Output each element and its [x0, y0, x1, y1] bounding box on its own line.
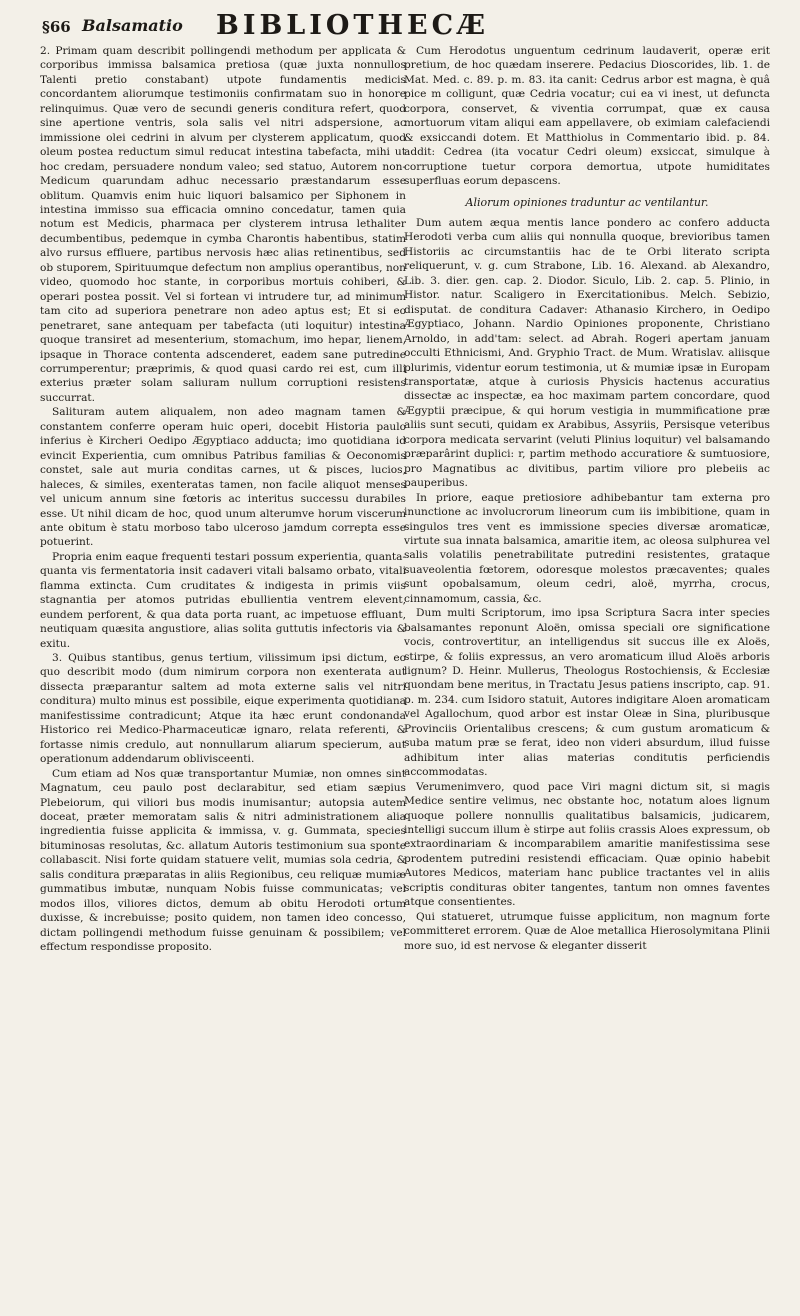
paragraph: Dum multi Scriptorum, imo ipsa Scriptura Sacra inter species balsamantes reponunt Aloën, omissa speciali ore significatione vocis, controvertitur, an intelligendus sit succus ille ex Aloës, stirpe, & foliis expressus, an vero aromaticum illud Aloës arboris lignum? D. Heinr. Mullerus, Theologus Rostochiensis, & Ecclesiæ quondam bene meritus, in Tractatu Jesus patiens inscripto, cap. 91. p. m. 234. cum Isidoro statuit, Autores indigitare Aloen aromaticam vel Agallochum, quod arbor est instar Oleæ in Sina, pluribusque Provinciis Orientalibus crescens; & cum gustum aromaticum & suba matum præ se ferat, ideo non videri absurdum, illud fuisse adhibitum inter alias materias conditutis perficiendis accommodatas.: [404, 607, 770, 779]
left-column: [40, 44, 406, 1308]
paragraph: Verumenimvero, quod pace Viri magni dictum sit, si magis Medice sentire velimus, nec obstante hoc, notatum aloes lignum quoque pollere nonnullis qualitatibus balsamicis, judicarem, intelligi succum illum è stirpe aut foliis crassis Aloes expressum, ob extraordinariam & incomparabilem amaritie manifestissima sese prodentem putredini resistendi efficaciam. Quæ opinio habebit Autores Medicos, materiam hanc publice tractantes vel in aliis scriptis condituras obiter tangentes, tantum non omnes faventes atque consentientes.: [404, 780, 770, 909]
section-heading: Aliorum opiniones traduntur ac ventilantur.: [465, 195, 709, 209]
paragraph: 2. Primam quam describit pollingendi methodum per applicata & corporibus immissa balsamica pretiosa (quæ juxta nonnullos Talenti pretio constabant) utpote fundamentis medicis concordantem aliorumque testimoniis confirmatam suo in honore relinquimus. Quæ vero de secundi generis conditura refert, quod sine apertione ventris, sola salis vel nitri adspersione, ac immissione olei cedrini in alvum per clysterem applicatum, quod oleum postea reductum simul reducat intestina tabefacta, mihi ut hoc credam, persuadere nondum valeo; sed statuo, Autorem non-Medicum quarundam adhuc necessario præstandarum esse oblitum. Quamvis enim huic liquori balsamico per Siphonem in intestina immisso sua efficacia omnino concedatur, tamen quia notum est Medicis, pharmaca per clysterem intrusa lethaliter decumbentibus, pedemque in cymba Charontis habentibus, statim alvo rursus effluere, partibus nervosis hæc alias retinentibus, sed ob stuporem, Spirituumque defectum non amplius operantibus, non video, quomodo hoc stante, in corporibus mortuis cohiberi, & operari postea possit. Vel si fortean vi intrudere tur, ad minimum tam cito ad superiora penetrare non adeo aptus est; Et si eo penetraret, sane antequam per tabefacta (uti loquitur) intestina quoque transiret ad mesenterium, stomachum, imo hepar, lienem, ipsaque in Thorace contenta adscenderet, eadem sane putredine corrumperentur; præprimis, & quod quasi cardo rei est, cum illi exterius præter solam saliuram nullum corruptioni resistens succurrat.: [40, 45, 406, 404]
paragraph: Cum etiam ad Nos quæ transportantur Mumiæ, non omnes sint Magnatum, ceu paulo post declarabitur, sed etiam sæpius Plebeiorum, qui viliori bus modis inumisantur; autopsia autem doceat, præter memoratam salis & nitri administrationem alia ingredientia fuisse applicita & immissa, v. g. Gummata, species bituminosas resolutas, &c. allatum Autoris testimonium sua sponte collabascit. Nisi forte quidam statuere velit, mumias sola cedria, & salis conditura præparatas in aliis Regionibus, ceu reliquæ mumiæ gummatibus imbutæ, nunquam Nobis fuisse communicatas; vel modos illos, viliores dictos, demum ab obitu Herodoti ortum duxisse, & increbuisse; posito quidem, non tamen ideo concesso, dictam pollingendi methodum fuisse genuinam & possibilem; vel effectum respondisse proposito.: [40, 767, 406, 954]
paragraph: Dum autem æqua mentis lance pondero ac confero adducta Herodoti verba cum aliis qui nonnulla quoque, brevioribus tamen Historiis ac circumstantiis hac de te Orbi literato scripta reliquerunt, v. g. cum Strabone, Lib. 16. Alexand. ab Alexandro, Lib. 3. dier. gen. cap. 2. Diodor. Siculo, Lib. 2. cap. 5. Plinio, in Histor. natur. Scaligero in Exercitationibus. Melch. Sebizio, disputat. de conditura Cadaver: Athanasio Kirchero, in Oedipo Ægyptiaco, Johann. Nardio Opiniones proponente, Christiano Arnoldo, in add'tam: select. ad Abrah. Rogeri apertam januam occulti Ethnicismi, And. Gryphio Tract. de Mum. Wratislav. aliisque plurimis, videntur eorum testimonia, ut & mumiæ ipsæ in Europam transportatæ, atque à curiosis Physicis hactenus accuratius dissectæ ac inspectæ, ea hoc maximam partem concordare, quod Ægyptii præcipue, & qui horum vestigia in mummificatione præ aliis sunt secuti, quidam ex Arabibus, Assyriis, Persisque veteribus corpora medicata servarint (veluti Plinius loquitur) vel balsamando præparârint duplici: r, partim methodo accuratiore & sumtuosiore, pro Magnatibus ac divitibus, partim viliore pro plebeiis ac pauperibus.: [404, 216, 770, 490]
paragraph: Propria enim eaque frequenti testari possum experientia, quanta-quanta vis fermentatoria insit cadaveri vitali balsamo orbato, vitali flamma extincta. Cum cruditates & indigesta in primis viis stagnantia per atomos putridas ebullientia ventrem elevent, eundem perforent, & qua data porta ruant, ac impetuose effluant, neutiquam quæsita angustiore, alias solita guttutis infectoris via & exitu.: [40, 550, 406, 650]
page-number: §66: [42, 18, 71, 36]
headword: Balsamatio: [82, 16, 183, 35]
paragraph: Salituram autem aliqualem, non adeo magnam tamen & constantem conferre operam huic operi, docebit Historia paulo inferius è Kircheri Oedipo Ægyptiaco adducta; imo quotidiana id evincit Experientia, cum omnibus Patribus familias & Oeconomis constet, sale aut muria conditas carnes, ut & pisces, lucios, haleces, & similes, exenteratas tamen, non facile aliquot menses vel unicum annum sine fœtoris ac interitus successu durabiles esse. Ut nihil dicam de hoc, quod unum alterumve horum viscerum ante obitum è statu morboso tabo ulceroso jamdum correpta esse potuerint.: [40, 406, 406, 549]
right-column: [404, 44, 770, 1308]
paragraph: Qui statueret, utrumque fuisse applicitum, non magnum forte committeret errorem. Quæ de Aloe metallica Hierosolymitana Plinii more suo, id est nervose & eleganter disserit: [404, 910, 770, 952]
running-title: BIBLIOTHECÆ: [216, 10, 489, 41]
paragraph: In priore, eaque pretiosiore adhibebantur tam externa pro inunctione ac involucrorum lineorum cum iis imbibitione, quam in singulos tres vent es immissione species diversæ aromaticæ, virtute sua innata balsamica, amaritie item, ac oleosa sulphurea vel salis volatilis penetrabilitate putredini resistentes, grataque suaveolentia fœtorem, odoresque molestos præcaventes; quales sunt opobalsamum, oleum cedri, aloë, myrrha, crocus, cinnamomum, cassia, &c.: [404, 491, 770, 605]
paragraph: Cum Herodotus unguentum cedrinum laudaverit, operæ erit pretium, de hoc quædam inserere. Pedacius Dioscorides, lib. 1. de Mat. Med. c. 89. p. m. 83. ita canit: Cedrus arbor est magna, è quâ pice m colligunt, quæ Cedria vocatur; cui ea vi inest, ut defuncta corpora, conservet, & viventia corrumpat, quæ ex causa mortuorum vitam aliqui eam appellavere, ob eximiam calefaciendi & exsiccandi dotem. Et Matthiolus in Commentario ibid. p. 84. addit: Cedrea (ita vocatur Cedri oleum) exsiccat, simulque à corruptione tuetur corpora demortua, utpote humiditates superfluas eorum depascens.: [404, 45, 770, 188]
page-header: [0, 0, 800, 44]
paragraph: 3. Quibus stantibus, genus tertium, vilissimum ipsi dictum, eo quo describit modo (dum nimirum corpora non exenterata aut dissecta præparantur saltem ad mota externe salis vel nitri conditura) multo minus est possibile, eique experimenta quotidiana manifestissime contradicunt; Atque ita hæc erunt condonanda Historico rei Medico-Pharmaceuticæ ignaro, relata referenti, & fortasse nimis credulo, aut nonnullarum aliarum specierum, aut operationum addendarum oblivisceenti.: [40, 652, 406, 766]
